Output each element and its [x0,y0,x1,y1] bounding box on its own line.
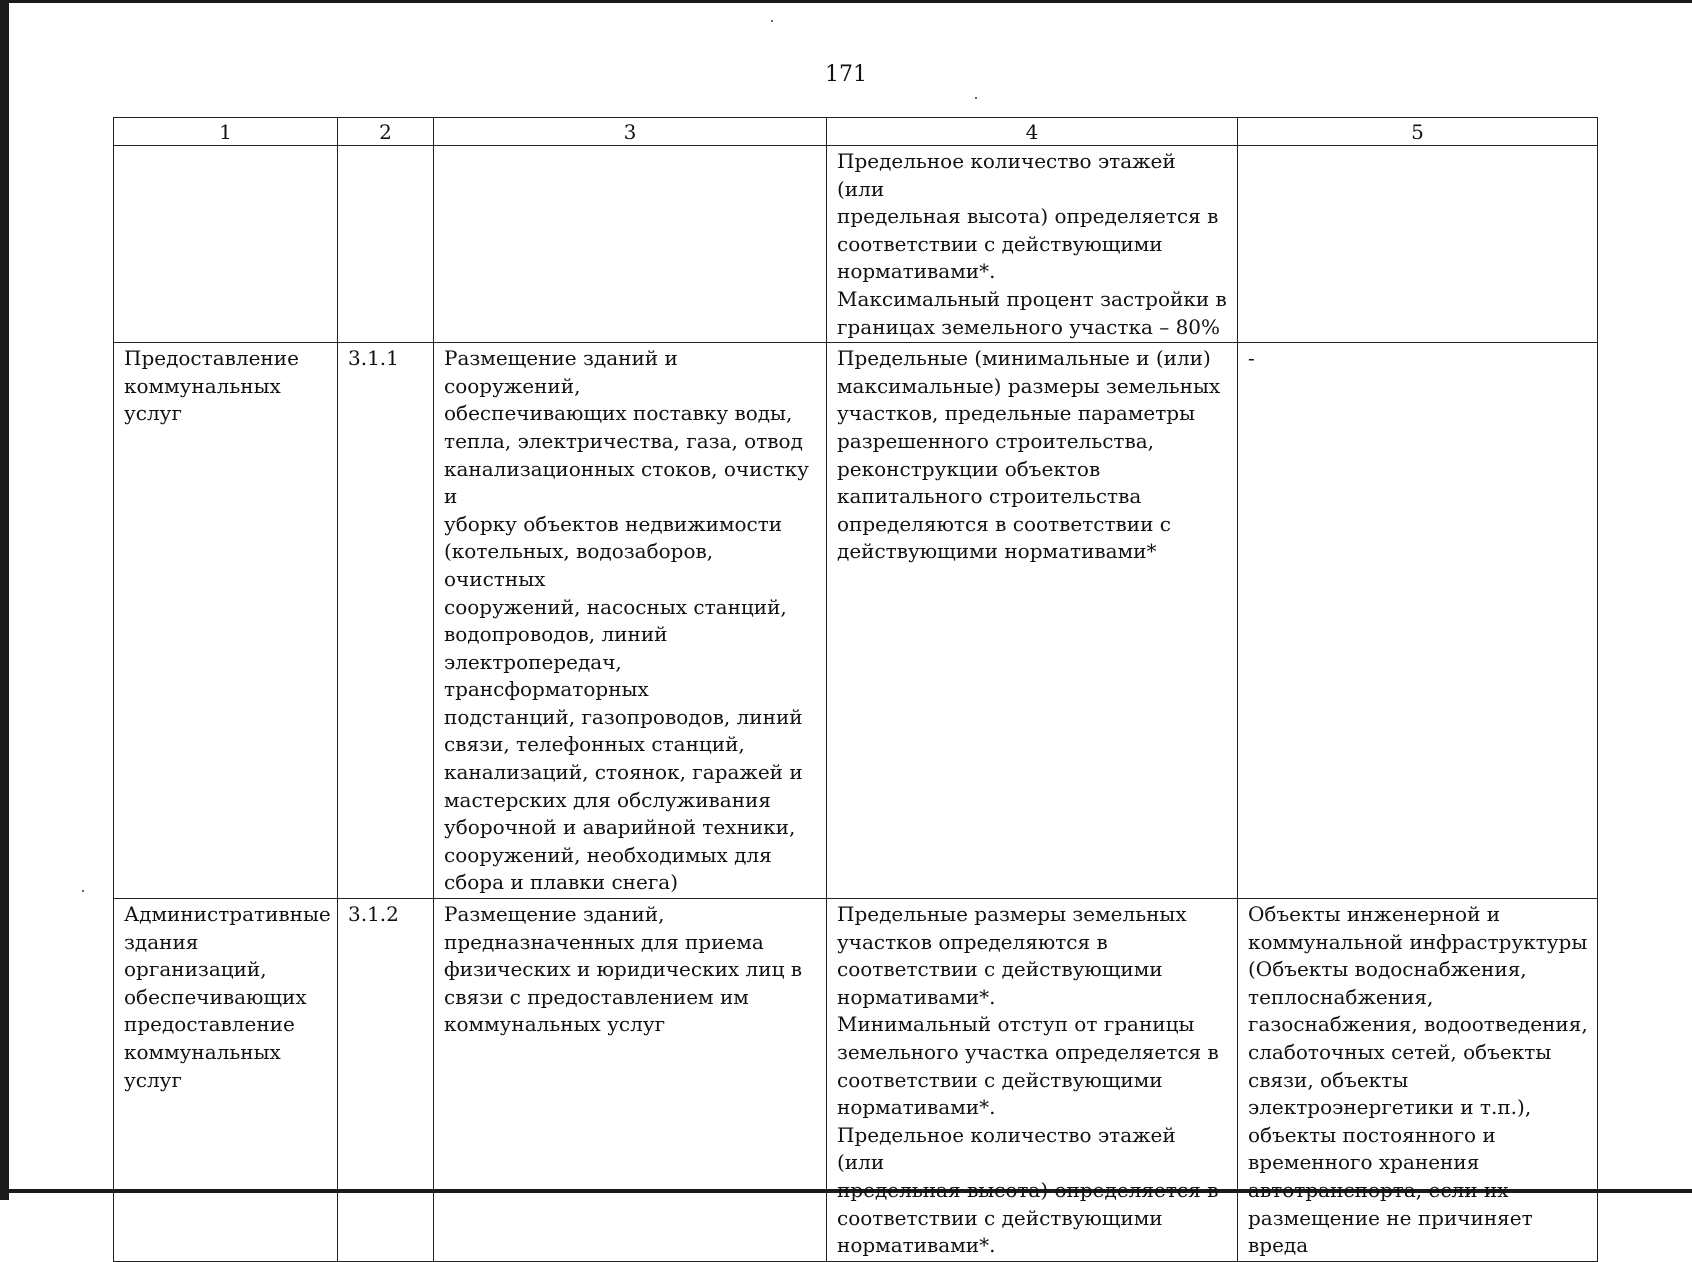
parameters-cell: Предельное количество этажей (или предельная высота) определяется в соответствии с действующими нормативами*. Максимальный процент застройки в границах земельного участка – 80% [827,146,1238,343]
zoning-table [113,117,1598,1262]
parameters-cell: Предельные (минимальные и (или) максимальные) размеры земельных участков, предельные параметры разрешенного строительства, реконструкции объектов капитального строительства определяются в соответствии с действующими нормативами* [827,343,1238,899]
use-code-cell: 3.1.1 [338,343,434,899]
column-header: 1 [114,118,338,146]
use-description-cell [434,146,827,343]
table-row [114,899,1598,1262]
use-name-cell: Административные здания организаций, обеспечивающих предоставление коммунальных услуг [114,899,338,1262]
table-row [114,146,1598,343]
restrictions-cell: - [1238,343,1598,899]
use-description-cell: Размещение зданий, предназначенных для приема физических и юридических лиц в связи с предоставлением им коммунальных услуг [434,899,827,1262]
restrictions-cell: Объекты инженерной и коммунальной инфраструктуры (Объекты водоснабжения, теплоснабжения, газоснабжения, водоотведения, слаботочных сетей, объекты связи, объекты электроэнергетики и т.п.), объекты постоянного и временного хранения автотранспорта, если их размещение не причиняет вреда [1238,899,1598,1262]
restrictions-cell [1238,146,1598,343]
use-name-cell: Предоставление коммунальных услуг [114,343,338,899]
scan-border-top [0,0,1692,3]
use-description-cell: Размещение зданий и сооружений, обеспечивающих поставку воды, тепла, электричества, газа, отвод канализационных стоков, очистку и уборку объектов недвижимости (котельных, водозаборов, очистных сооружений, насосных станций, водопроводов, линий электропередач, трансформаторных подстанций, газопроводов, линий связи, телефонных станций, канализаций, стоянок, гаражей и мастерских для обслуживания уборочной и аварийной техники, сооружений, необходимых для сбора и плавки снега) [434,343,827,899]
use-code-cell: 3.1.2 [338,899,434,1262]
scan-speck [82,890,84,892]
table-header-row [114,118,1598,146]
column-header: 4 [827,118,1238,146]
column-header: 5 [1238,118,1598,146]
column-header: 3 [434,118,827,146]
scan-speck [771,20,773,22]
scan-speck [975,97,977,99]
use-code-cell [338,146,434,343]
page-number: 171 [825,62,867,87]
use-name-cell [114,146,338,343]
parameters-cell: Предельные размеры земельных участков определяются в соответствии с действующими нормативами*. Минимальный отступ от границы земельного участка определяется в соответствии с действующими нормативами*. Предельное количество этажей (или предельная высота) определяется в соответствии с действующими нормативами*. [827,899,1238,1262]
table-row [114,343,1598,899]
scan-border-left [0,0,9,1200]
column-header: 2 [338,118,434,146]
